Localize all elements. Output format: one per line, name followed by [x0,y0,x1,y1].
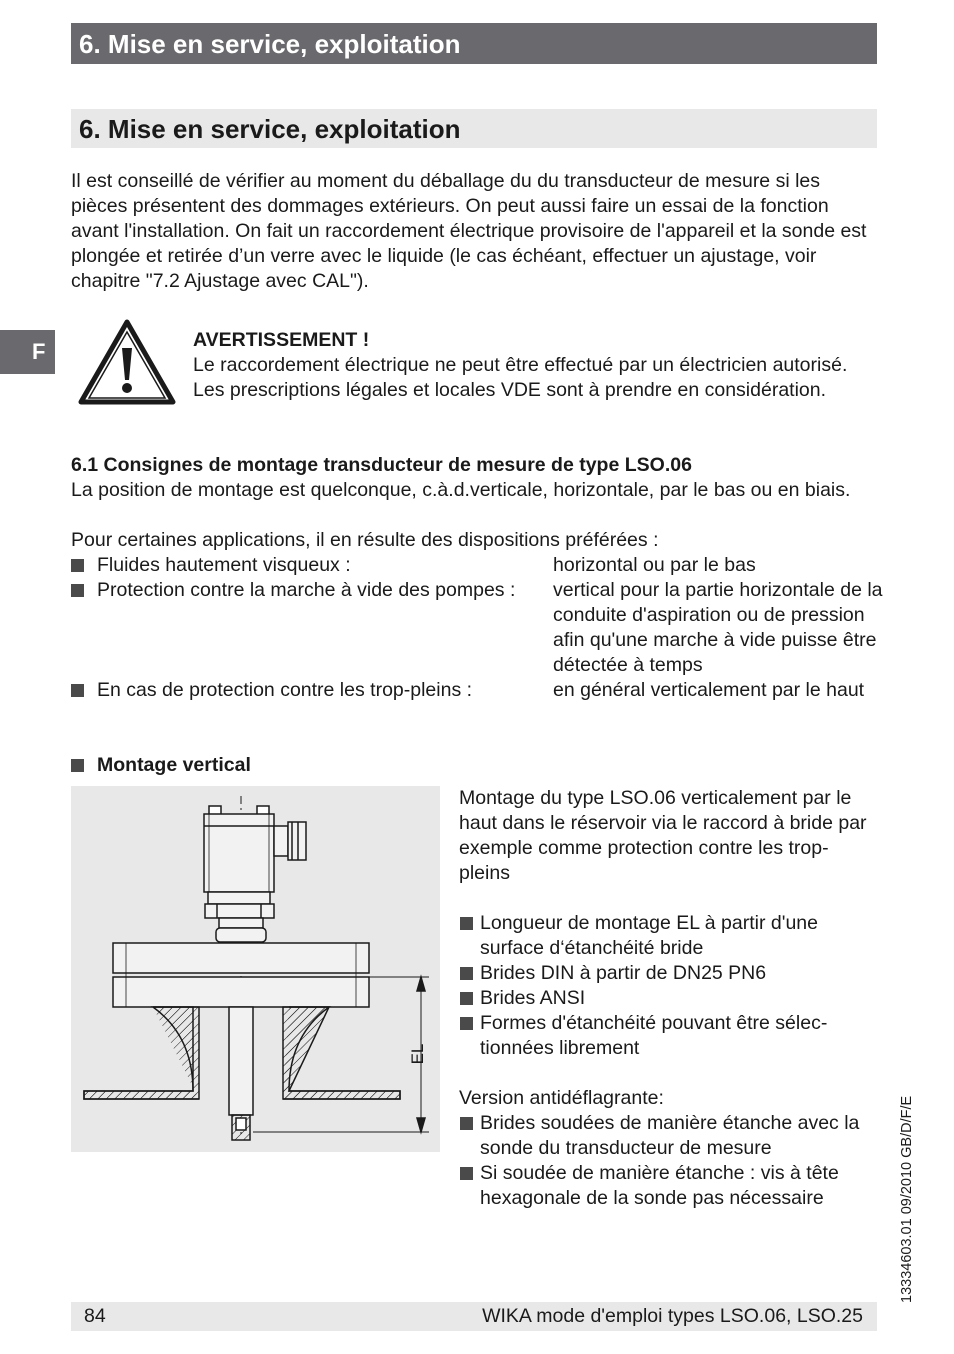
preferences-intro: Pour certaines applications, il en résulte des dispositions préférées : [71,529,659,551]
preference-label: En cas de protection contre les trop-pleins : [97,679,473,701]
list-item-text: Brides DIN à partir de DN25 PN6 [480,962,767,984]
bullet-square-icon [460,992,473,1005]
warning-line: Les prescriptions légales et locales VDE sont à prendre en considération. [193,379,827,401]
bullet-square-icon [71,684,84,697]
mounting-heading: 6.1 Consignes de montage transducteur de mesure de type LSO.06 [71,454,692,476]
chapter-header [71,23,877,64]
bullet-square-icon [460,967,473,980]
bullet-square-icon [460,1017,473,1030]
document-code: 13334603.01 09/2010 GB/D/F/E [899,1095,915,1303]
warning-line: Le raccordement électrique ne peut être effectué par un électricien autorisé. [193,354,848,376]
vertical-mounting-text [459,786,879,1211]
preference-value: vertical pour la partie horizontale de la conduite d'aspiration ou de pression afin qu'une marche à vide puisse être détectée à temps [553,579,883,676]
warning-block [193,328,883,403]
vertical-mounting-figure [71,786,440,1152]
list-item [459,986,879,1011]
bullet-square-icon [460,1117,473,1130]
preference-value: en général verticalement par le haut [553,679,865,701]
bullet-square-icon [460,1167,473,1180]
language-tab [0,330,55,374]
bullet-square-icon [460,917,473,930]
page-number: 84 [84,1305,106,1327]
warning-title: AVERTISSEMENT ! [193,329,370,351]
preference-value: horizontal ou par le bas [553,554,756,576]
list-item-text: Si soudée de manière étanche : vis à tête hexagonale de la sonde pas nécessaire [480,1162,839,1209]
flange-drawing [71,786,440,1152]
language-tab-label: F [32,339,46,364]
bullet-square-icon [71,559,84,572]
mounting-text: La position de montage est quelconque, c.à.d.verticale, horizontale, par le bas ou en biais. [71,479,851,501]
warning-triangle-icon [78,318,176,406]
preference-label: Fluides hautement visqueux : [97,554,351,576]
list-item-text: Formes d'étanchéité pouvant être sélec-tionnées librement [480,1012,828,1059]
list-item [459,1011,859,1061]
vertical-description: Montage du type LSO.06 verticalement par le haut dans le réservoir via le raccord à bride par exemple comme protection contre les trop-pleins [459,787,867,884]
el-dimension-label: EL [408,1043,427,1065]
footer-title: WIKA mode d'emploi types LSO.06, LSO.25 [482,1305,863,1327]
list-item [459,1111,879,1161]
list-item-text: Brides soudées de manière étanche avec la sonde du transducteur de mesure [480,1112,860,1159]
list-item-text: Longueur de montage EL à partir d'une surface d‘étanchéité bride [480,912,818,959]
list-item [459,911,879,961]
list-item [459,1161,879,1211]
page-footer [71,1302,877,1331]
section-title: 6. Mise en service, exploitation [79,114,461,144]
list-item [459,961,879,986]
ex-version-title: Version antidéflagrante: [459,1087,664,1109]
preference-label: Protection contre la marche à vide des pompes : [97,579,516,601]
vertical-mounting-title: Montage vertical [97,754,251,776]
section-header [71,109,877,148]
mounting-section [71,453,881,503]
list-item-text: Brides ANSI [480,987,586,1009]
intro-paragraph: Il est conseillé de vérifier au moment du déballage du du transducteur de mesure si les pièces présentent des dommages extérieurs. On peut aussi faire un essai de la fonction avant l'installation. On fait un raccordement électrique provisoire de l'appareil et la sonde est plongée et retirée d’un verre avec le liquide (le cas échéant, effectuer un ajustage, voir chapitre "7.2 Ajustage avec CAL"). [71,170,867,292]
bullet-square-icon [71,759,84,772]
bullet-square-icon [71,584,84,597]
chapter-title: 6. Mise en service, exploitation [79,29,461,59]
